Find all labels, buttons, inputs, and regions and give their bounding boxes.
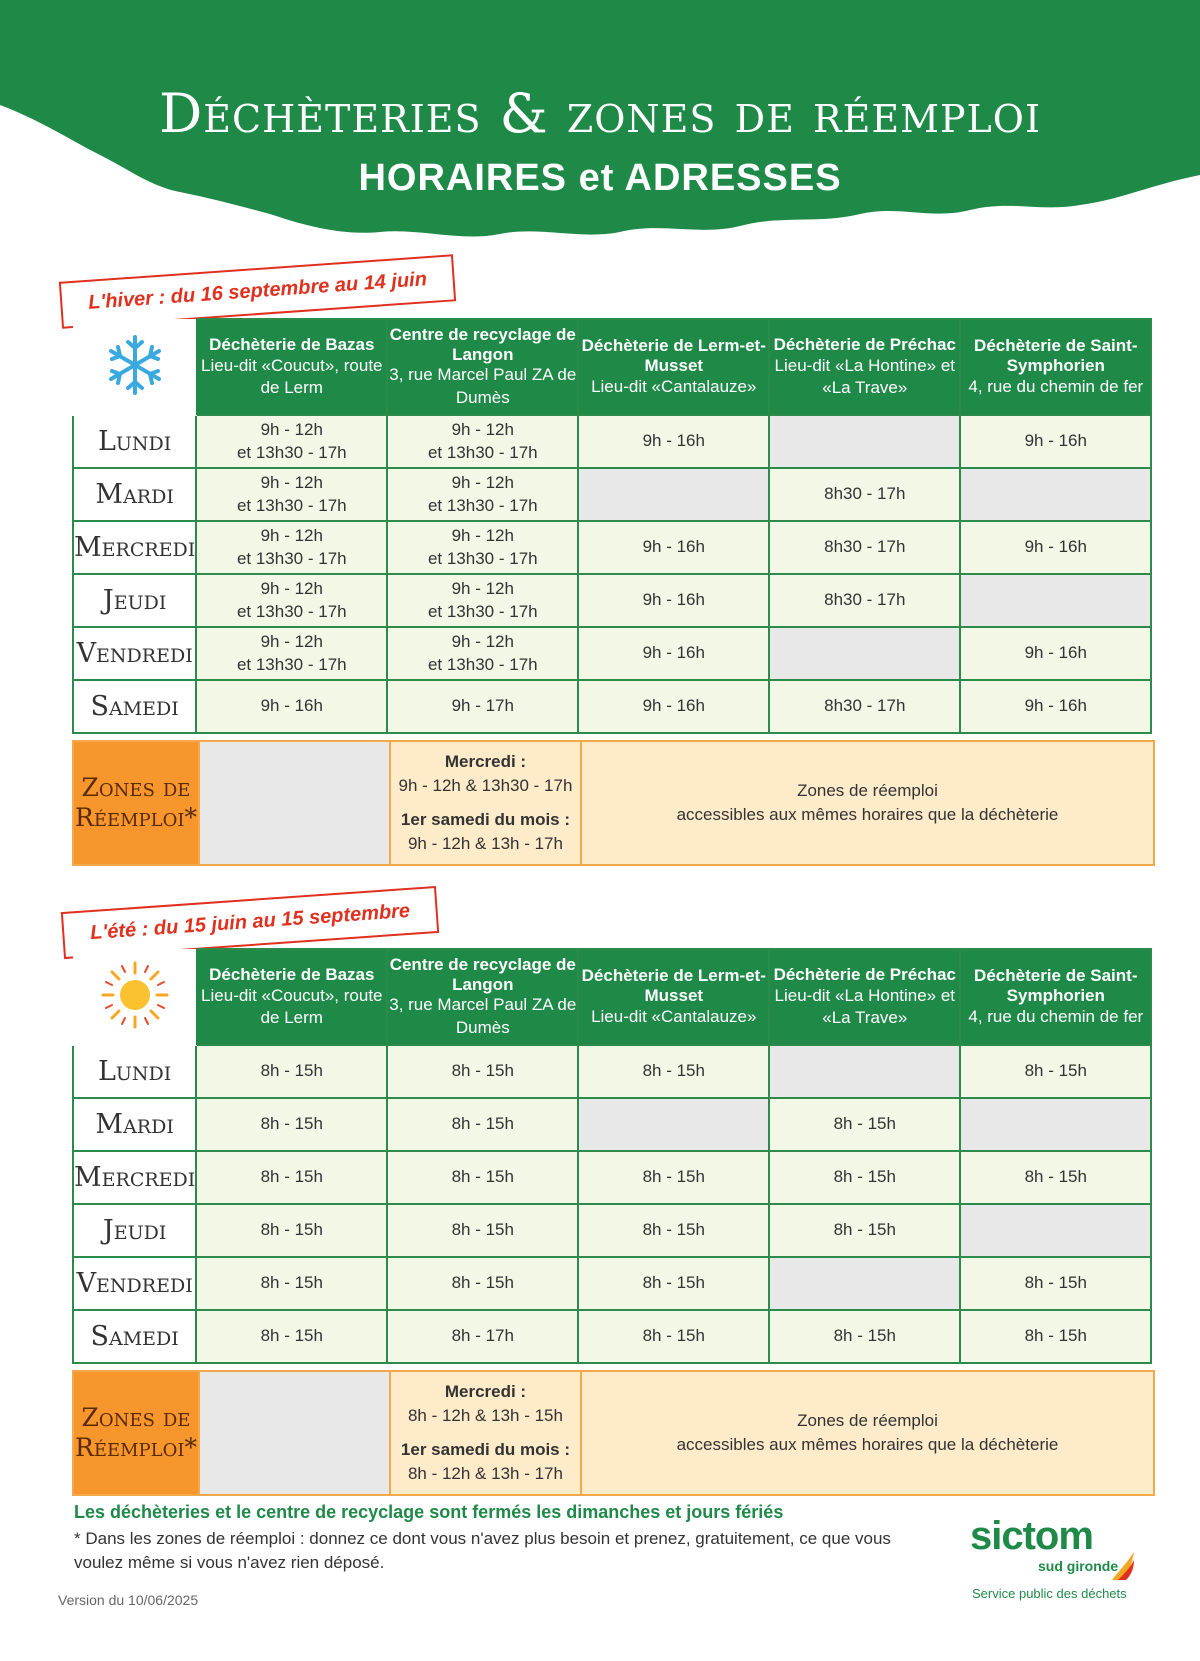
- hours-cell: 8h - 15h: [578, 1204, 769, 1257]
- closed-notice: Les déchèteries et le centre de recyclage sont fermés les dimanches et jours fériés: [74, 1502, 784, 1522]
- snowflake-icon: [73, 319, 196, 415]
- zones-bazas-closed: [199, 1371, 390, 1495]
- schedule-row: [73, 574, 1151, 627]
- hours-cell: 9h - 17h: [387, 680, 578, 733]
- site-header-saint-symphorien: Déchèterie de Saint-Symphorien 4, rue du chemin de fer: [960, 319, 1151, 415]
- site-header-saint-symphorien: Déchèterie de Saint-Symphorien 4, rue du chemin de fer: [960, 949, 1151, 1045]
- zones-bazas-closed: [199, 741, 390, 865]
- hours-cell: 9h - 12h et 13h30 - 17h: [387, 574, 578, 627]
- closed-cell: [769, 1045, 960, 1098]
- hours-cell: 9h - 12h et 13h30 - 17h: [387, 521, 578, 574]
- hours-cell: 8h - 15h: [578, 1151, 769, 1204]
- schedule-row: [73, 680, 1151, 733]
- page-title: Déchèteries & zones de réemploi: [159, 82, 1041, 145]
- summer-schedule-table: [72, 948, 1152, 1364]
- closed-cell: [769, 1257, 960, 1310]
- hours-cell: 8h - 15h: [769, 1098, 960, 1151]
- day-label: Mardi: [73, 468, 196, 521]
- reemploi-footnote: * Dans les zones de réemploi : donnez ce dont vous n'avez plus besoin et prenez, gratuitement, ce que vous voulez même si vous n'avez rien déposé.: [74, 1529, 891, 1572]
- day-label: Samedi: [73, 1310, 196, 1363]
- closed-cell: [960, 468, 1151, 521]
- hours-cell: 8h - 15h: [960, 1045, 1151, 1098]
- hours-cell: 8h - 15h: [769, 1151, 960, 1204]
- hours-cell: 9h - 16h: [578, 627, 769, 680]
- winter-schedule-table: [72, 318, 1152, 734]
- schedule-row: [73, 521, 1151, 574]
- day-label: Jeudi: [73, 1204, 196, 1257]
- site-header-lerm: Déchèterie de Lerm-et-Musset Lieu-dit «Cantalauze»: [578, 319, 769, 415]
- hours-cell: 9h - 12h et 13h30 - 17h: [387, 468, 578, 521]
- closed-cell: [960, 1204, 1151, 1257]
- hours-cell: 9h - 16h: [196, 680, 387, 733]
- hours-cell: 9h - 12h et 13h30 - 17h: [196, 627, 387, 680]
- hours-cell: 9h - 16h: [960, 627, 1151, 680]
- hours-cell: 9h - 16h: [960, 680, 1151, 733]
- day-label: Vendredi: [73, 627, 196, 680]
- hours-cell: 8h - 15h: [387, 1045, 578, 1098]
- hours-cell: 9h - 12h et 13h30 - 17h: [387, 415, 578, 468]
- hours-cell: 9h - 16h: [960, 521, 1151, 574]
- hours-cell: 8h - 15h: [196, 1151, 387, 1204]
- logo-tagline: Service public des déchets: [972, 1586, 1127, 1601]
- zones-langon-hours: Mercredi : 9h - 12h & 13h30 - 17h 1er samedi du mois : 9h - 12h & 13h - 17h: [390, 741, 581, 865]
- schedule-row: [73, 1310, 1151, 1363]
- hours-cell: 8h - 15h: [578, 1045, 769, 1098]
- sun-icon: [73, 949, 196, 1045]
- page-subtitle: HORAIRES et ADRESSES: [358, 157, 842, 199]
- day-label: Mercredi: [73, 521, 196, 574]
- hours-cell: 8h - 15h: [387, 1098, 578, 1151]
- day-label: Jeudi: [73, 574, 196, 627]
- hours-cell: 8h - 15h: [387, 1151, 578, 1204]
- hours-cell: 8h - 15h: [960, 1257, 1151, 1310]
- day-label: Lundi: [73, 415, 196, 468]
- closed-cell: [578, 1098, 769, 1151]
- day-label: Mercredi: [73, 1151, 196, 1204]
- site-header-prechac: Déchèterie de Préchac Lieu-dit «La Hontine» et «La Trave»: [769, 949, 960, 1045]
- hours-cell: 8h30 - 17h: [769, 521, 960, 574]
- logo-flame-icon: [1110, 1550, 1136, 1580]
- hours-cell: 8h30 - 17h: [769, 574, 960, 627]
- day-label: Vendredi: [73, 1257, 196, 1310]
- sictom-logo: [970, 1514, 1140, 1594]
- closed-cell: [578, 468, 769, 521]
- hours-cell: 8h - 15h: [578, 1257, 769, 1310]
- hours-cell: 8h30 - 17h: [769, 468, 960, 521]
- site-header-langon: Centre de recyclage de Langon 3, rue Marcel Paul ZA de Dumès: [387, 949, 578, 1045]
- summer-zones-table: [72, 1370, 1155, 1496]
- hours-cell: 9h - 12h et 13h30 - 17h: [196, 574, 387, 627]
- summer-rows: [73, 1045, 1151, 1363]
- hours-cell: 8h - 15h: [769, 1204, 960, 1257]
- hours-cell: 9h - 16h: [578, 680, 769, 733]
- hours-cell: 8h30 - 17h: [769, 680, 960, 733]
- zones-others-note: Zones de réemploi accessibles aux mêmes horaires que la déchèterie: [581, 741, 1154, 865]
- closed-cell: [960, 574, 1151, 627]
- hours-cell: 9h - 12h et 13h30 - 17h: [196, 415, 387, 468]
- zones-reemploi-label: Zones de Réemploi*: [73, 741, 199, 865]
- summer-season-label: L'été : du 15 juin au 15 septembre: [61, 886, 440, 959]
- hours-cell: 8h - 15h: [387, 1257, 578, 1310]
- zones-others-note: Zones de réemploi accessibles aux mêmes horaires que la déchèterie: [581, 1371, 1154, 1495]
- hours-cell: 8h - 15h: [196, 1045, 387, 1098]
- hours-cell: 8h - 15h: [769, 1310, 960, 1363]
- hours-cell: 9h - 16h: [578, 574, 769, 627]
- hours-cell: 8h - 15h: [960, 1151, 1151, 1204]
- hours-cell: 8h - 15h: [387, 1204, 578, 1257]
- day-label: Samedi: [73, 680, 196, 733]
- winter-rows: [73, 415, 1151, 733]
- hours-cell: 9h - 12h et 13h30 - 17h: [196, 521, 387, 574]
- schedule-row: [73, 1151, 1151, 1204]
- hours-cell: 8h - 15h: [960, 1310, 1151, 1363]
- winter-season-label: L'hiver : du 16 septembre au 14 juin: [59, 254, 457, 328]
- hours-cell: 8h - 15h: [196, 1310, 387, 1363]
- closed-cell: [960, 1098, 1151, 1151]
- version-date: Version du 10/06/2025: [58, 1592, 199, 1608]
- site-header-lerm: Déchèterie de Lerm-et-Musset Lieu-dit «Cantalauze»: [578, 949, 769, 1045]
- schedule-row: [73, 1204, 1151, 1257]
- hours-cell: 9h - 16h: [960, 415, 1151, 468]
- hours-cell: 8h - 15h: [578, 1310, 769, 1363]
- hours-cell: 8h - 15h: [196, 1257, 387, 1310]
- closed-cell: [769, 415, 960, 468]
- site-header-prechac: Déchèterie de Préchac Lieu-dit «La Hontine» et «La Trave»: [769, 319, 960, 415]
- day-label: Lundi: [73, 1045, 196, 1098]
- schedule-row: [73, 415, 1151, 468]
- site-header-langon: Centre de recyclage de Langon 3, rue Marcel Paul ZA de Dumès: [387, 319, 578, 415]
- schedule-row: [73, 468, 1151, 521]
- hours-cell: 8h - 15h: [196, 1204, 387, 1257]
- hours-cell: 9h - 12h et 13h30 - 17h: [196, 468, 387, 521]
- site-header-bazas: Déchèterie de Bazas Lieu-dit «Coucut», route de Lerm: [196, 319, 387, 415]
- hours-cell: 8h - 15h: [196, 1098, 387, 1151]
- site-header-bazas: Déchèterie de Bazas Lieu-dit «Coucut», route de Lerm: [196, 949, 387, 1045]
- winter-zones-table: [72, 740, 1155, 866]
- day-label: Mardi: [73, 1098, 196, 1151]
- schedule-row: [73, 1257, 1151, 1310]
- hours-cell: 9h - 12h et 13h30 - 17h: [387, 627, 578, 680]
- hours-cell: 9h - 16h: [578, 415, 769, 468]
- schedule-row: [73, 1045, 1151, 1098]
- logo-brand: sictom: [970, 1514, 1093, 1558]
- closed-cell: [769, 627, 960, 680]
- zones-langon-hours: Mercredi : 8h - 12h & 13h - 15h 1er samedi du mois : 8h - 12h & 13h - 17h: [390, 1371, 581, 1495]
- hours-cell: 8h - 17h: [387, 1310, 578, 1363]
- schedule-row: [73, 1098, 1151, 1151]
- schedule-row: [73, 627, 1151, 680]
- zones-reemploi-label: Zones de Réemploi*: [73, 1371, 199, 1495]
- logo-subtitle: sud gironde: [1038, 1558, 1119, 1574]
- hours-cell: 9h - 16h: [578, 521, 769, 574]
